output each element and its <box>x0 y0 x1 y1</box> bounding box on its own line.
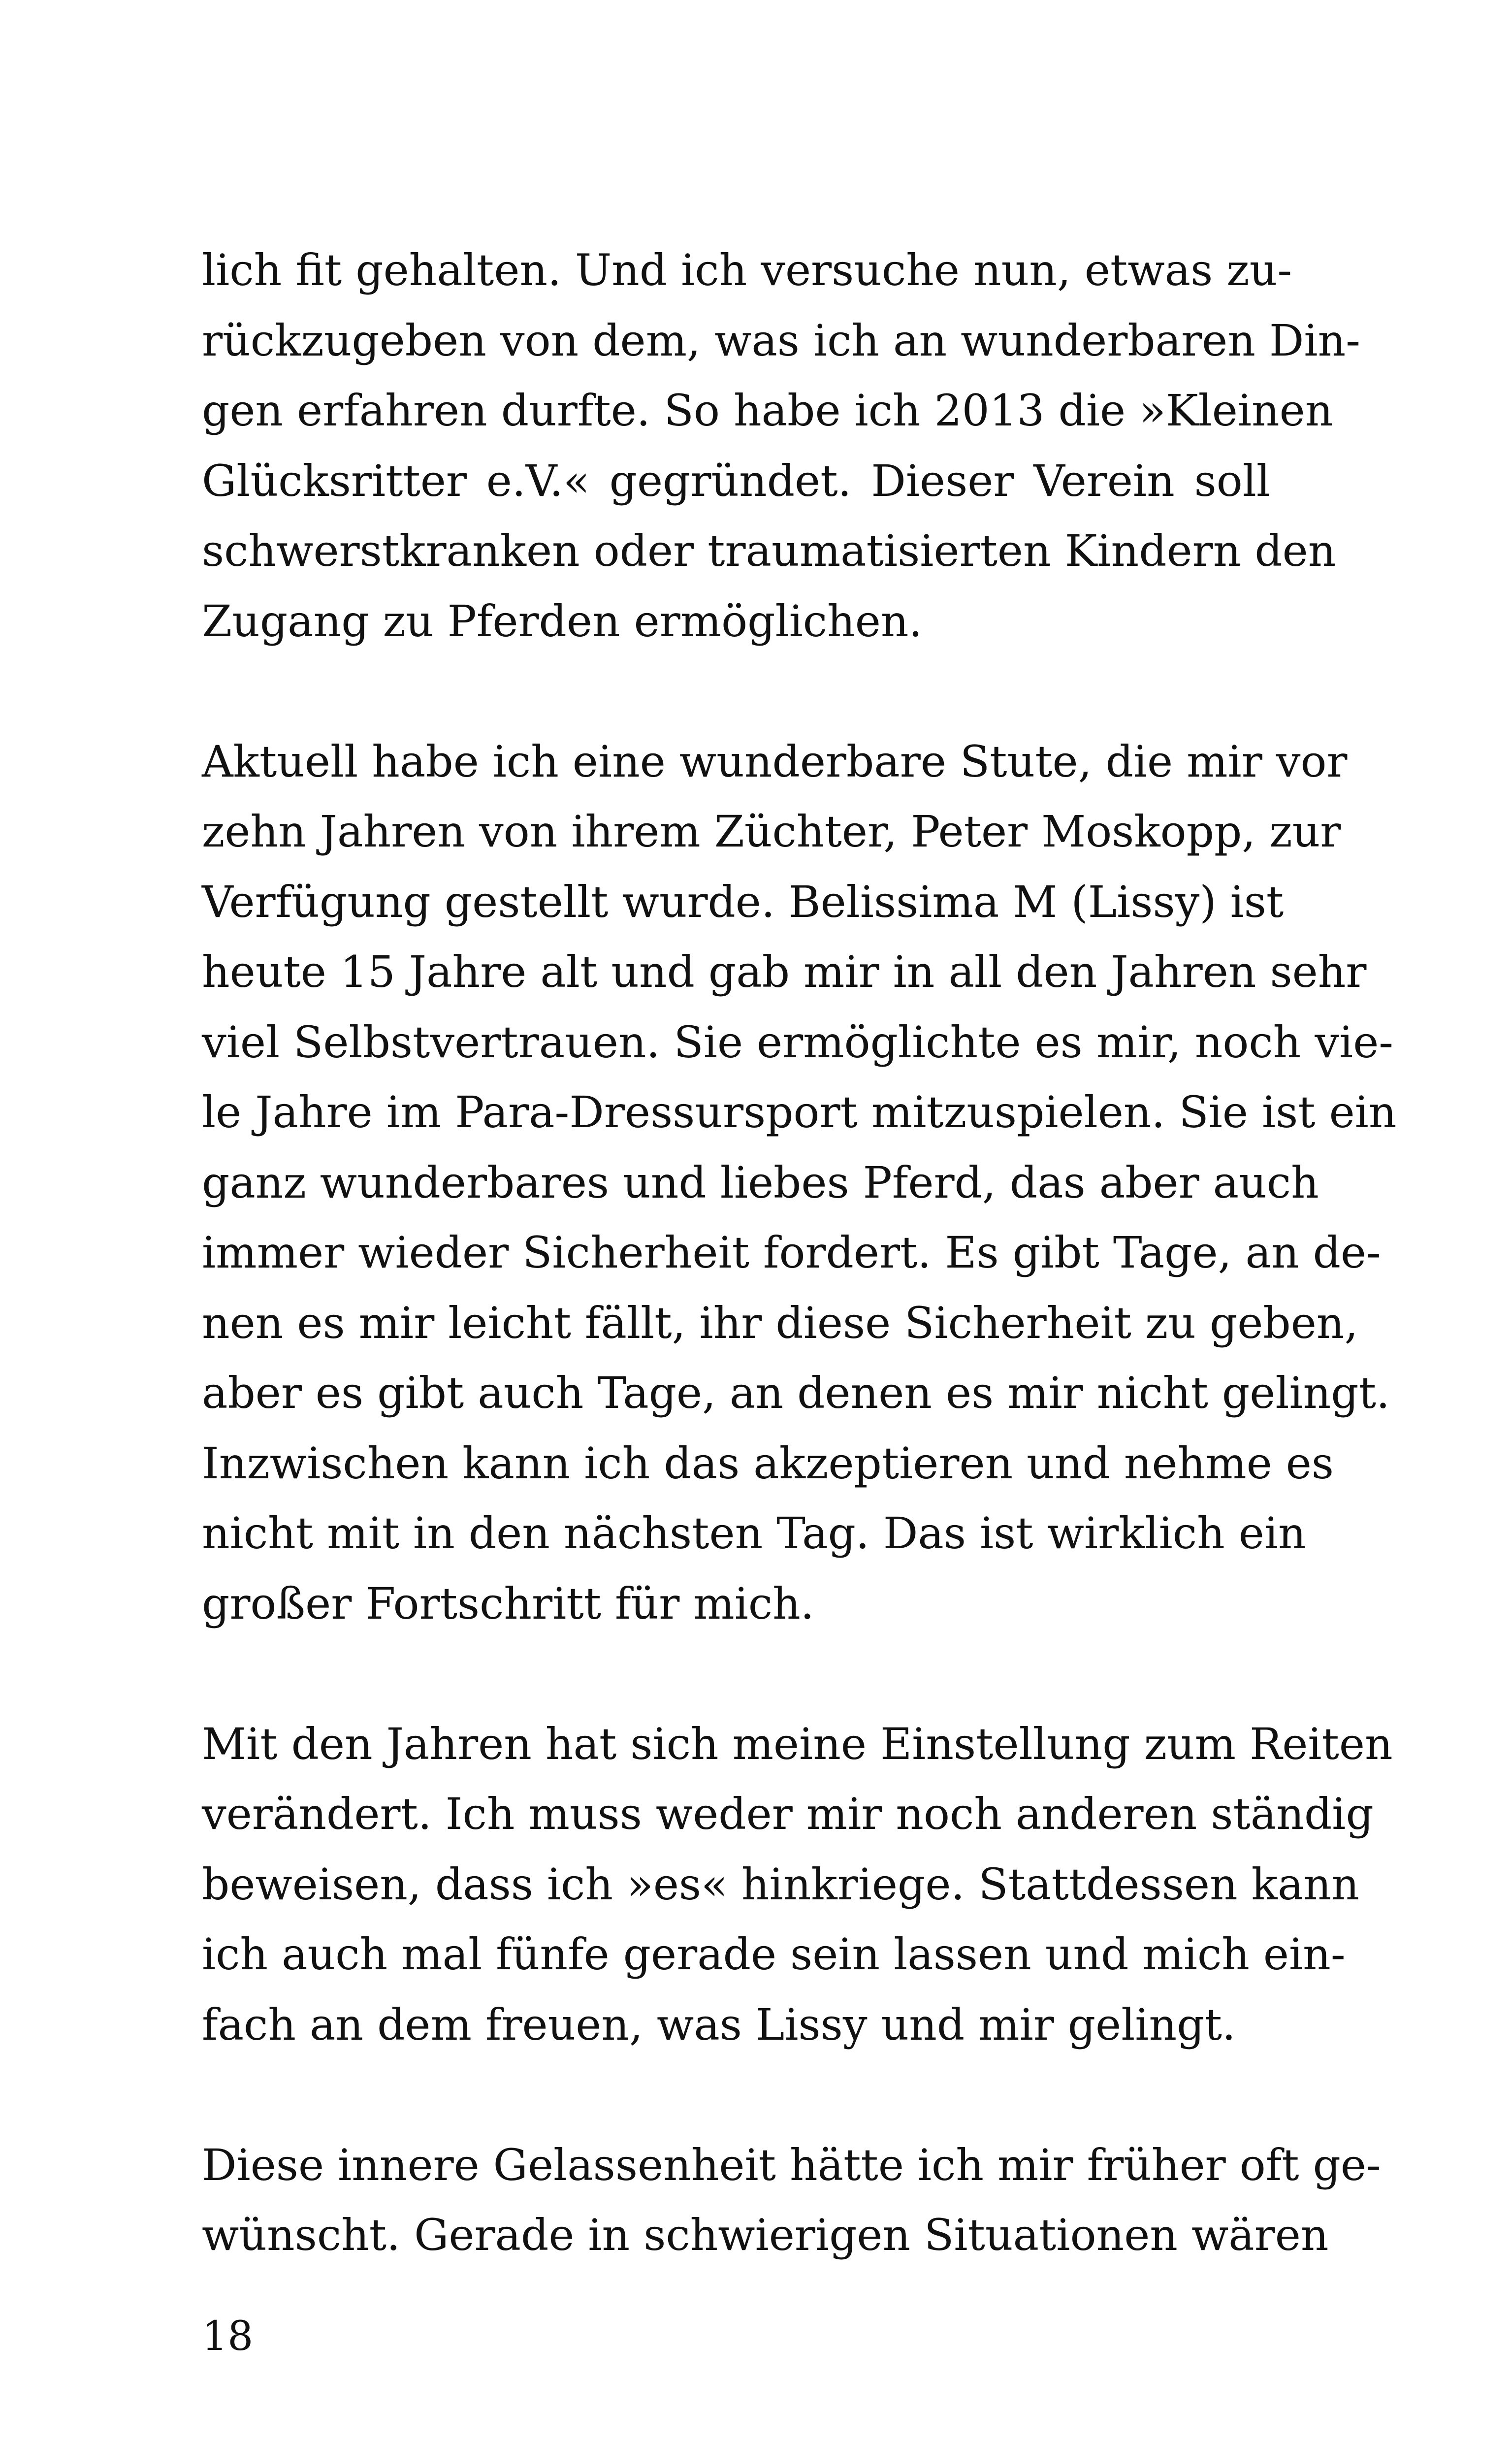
paragraph-1 <box>202 235 1360 656</box>
paragraph-4 <box>202 2130 1381 2271</box>
text-line: Verfügung gestellt wurde. Belissima M (Lissy) ist <box>202 876 1284 927</box>
text-line: nen es mir leicht fällt, ihr diese Sicherheit zu geben, <box>202 1297 1358 1348</box>
text-line: Glücksritter e.V.« gegründet. Dieser Verein soll <box>202 455 1270 506</box>
paragraph-gap <box>202 656 1270 727</box>
paragraph-3 <box>202 1709 1393 2060</box>
text-line: beweisen, dass ich »es« hinkriege. Stattdessen kann <box>202 1858 1359 1910</box>
text-line: ich auch mal fünfe gerade sein lassen und mich ein- <box>202 1929 1346 1980</box>
text-line: verändert. Ich muss weder mir noch anderen ständig <box>202 1789 1374 1839</box>
text-line: viel Selbstvertrauen. Sie ermöglichte es mir, noch vie- <box>202 1016 1393 1068</box>
text-line: Inzwischen kann ich das akzeptieren und nehme es <box>202 1437 1334 1489</box>
text-line: zehn Jahren von ihrem Züchter, Peter Moskopp, zur <box>202 806 1341 857</box>
text-line: aber es gibt auch Tage, an denen es mir nicht gelingt. <box>202 1368 1390 1418</box>
text-line: fach an dem freuen, was Lissy und mir gelingt. <box>202 1999 1236 2050</box>
text-line: Mit den Jahren hat sich meine Einstellung zum Reiten <box>202 1718 1393 1769</box>
text-line: rückzugeben von dem, was ich an wunderbaren Din- <box>202 315 1360 366</box>
paragraph-gap <box>202 1639 1270 1709</box>
text-line: schwerstkranken oder traumatisierten Kindern den <box>202 525 1336 576</box>
paragraph-gap <box>202 2060 1270 2130</box>
text-line: le Jahre im Para-Dressursport mitzuspielen. Sie ist ein <box>202 1087 1397 1138</box>
text-line: gen erfahren durfte. So habe ich 2013 die »Kleinen <box>202 385 1333 436</box>
text-line: heute 15 Jahre alt und gab mir in all den Jahren sehr <box>202 946 1367 997</box>
body-text <box>202 235 1397 2271</box>
text-line: immer wieder Sicherheit fordert. Es gibt Tage, an de- <box>202 1227 1381 1278</box>
page-number: 18 <box>202 2313 254 2360</box>
text-line: lich fit gehalten. Und ich versuche nun, etwas zu- <box>202 245 1292 295</box>
text-line: Aktuell habe ich eine wunderbare Stute, die mir vor <box>202 736 1348 787</box>
paragraph-2 <box>202 727 1397 1639</box>
text-line: ganz wunderbares und liebes Pferd, das aber auch <box>202 1157 1319 1208</box>
text-line: wünscht. Gerade in schwierigen Situationen wären <box>202 2210 1329 2260</box>
text-line: großer Fortschritt für mich. <box>202 1578 814 1629</box>
text-line: nicht mit in den nächsten Tag. Das ist wirklich ein <box>202 1508 1306 1559</box>
text-line: Zugang zu Pferden ermöglichen. <box>202 595 923 647</box>
text-line: Diese innere Gelassenheit hätte ich mir früher oft ge- <box>202 2139 1381 2190</box>
